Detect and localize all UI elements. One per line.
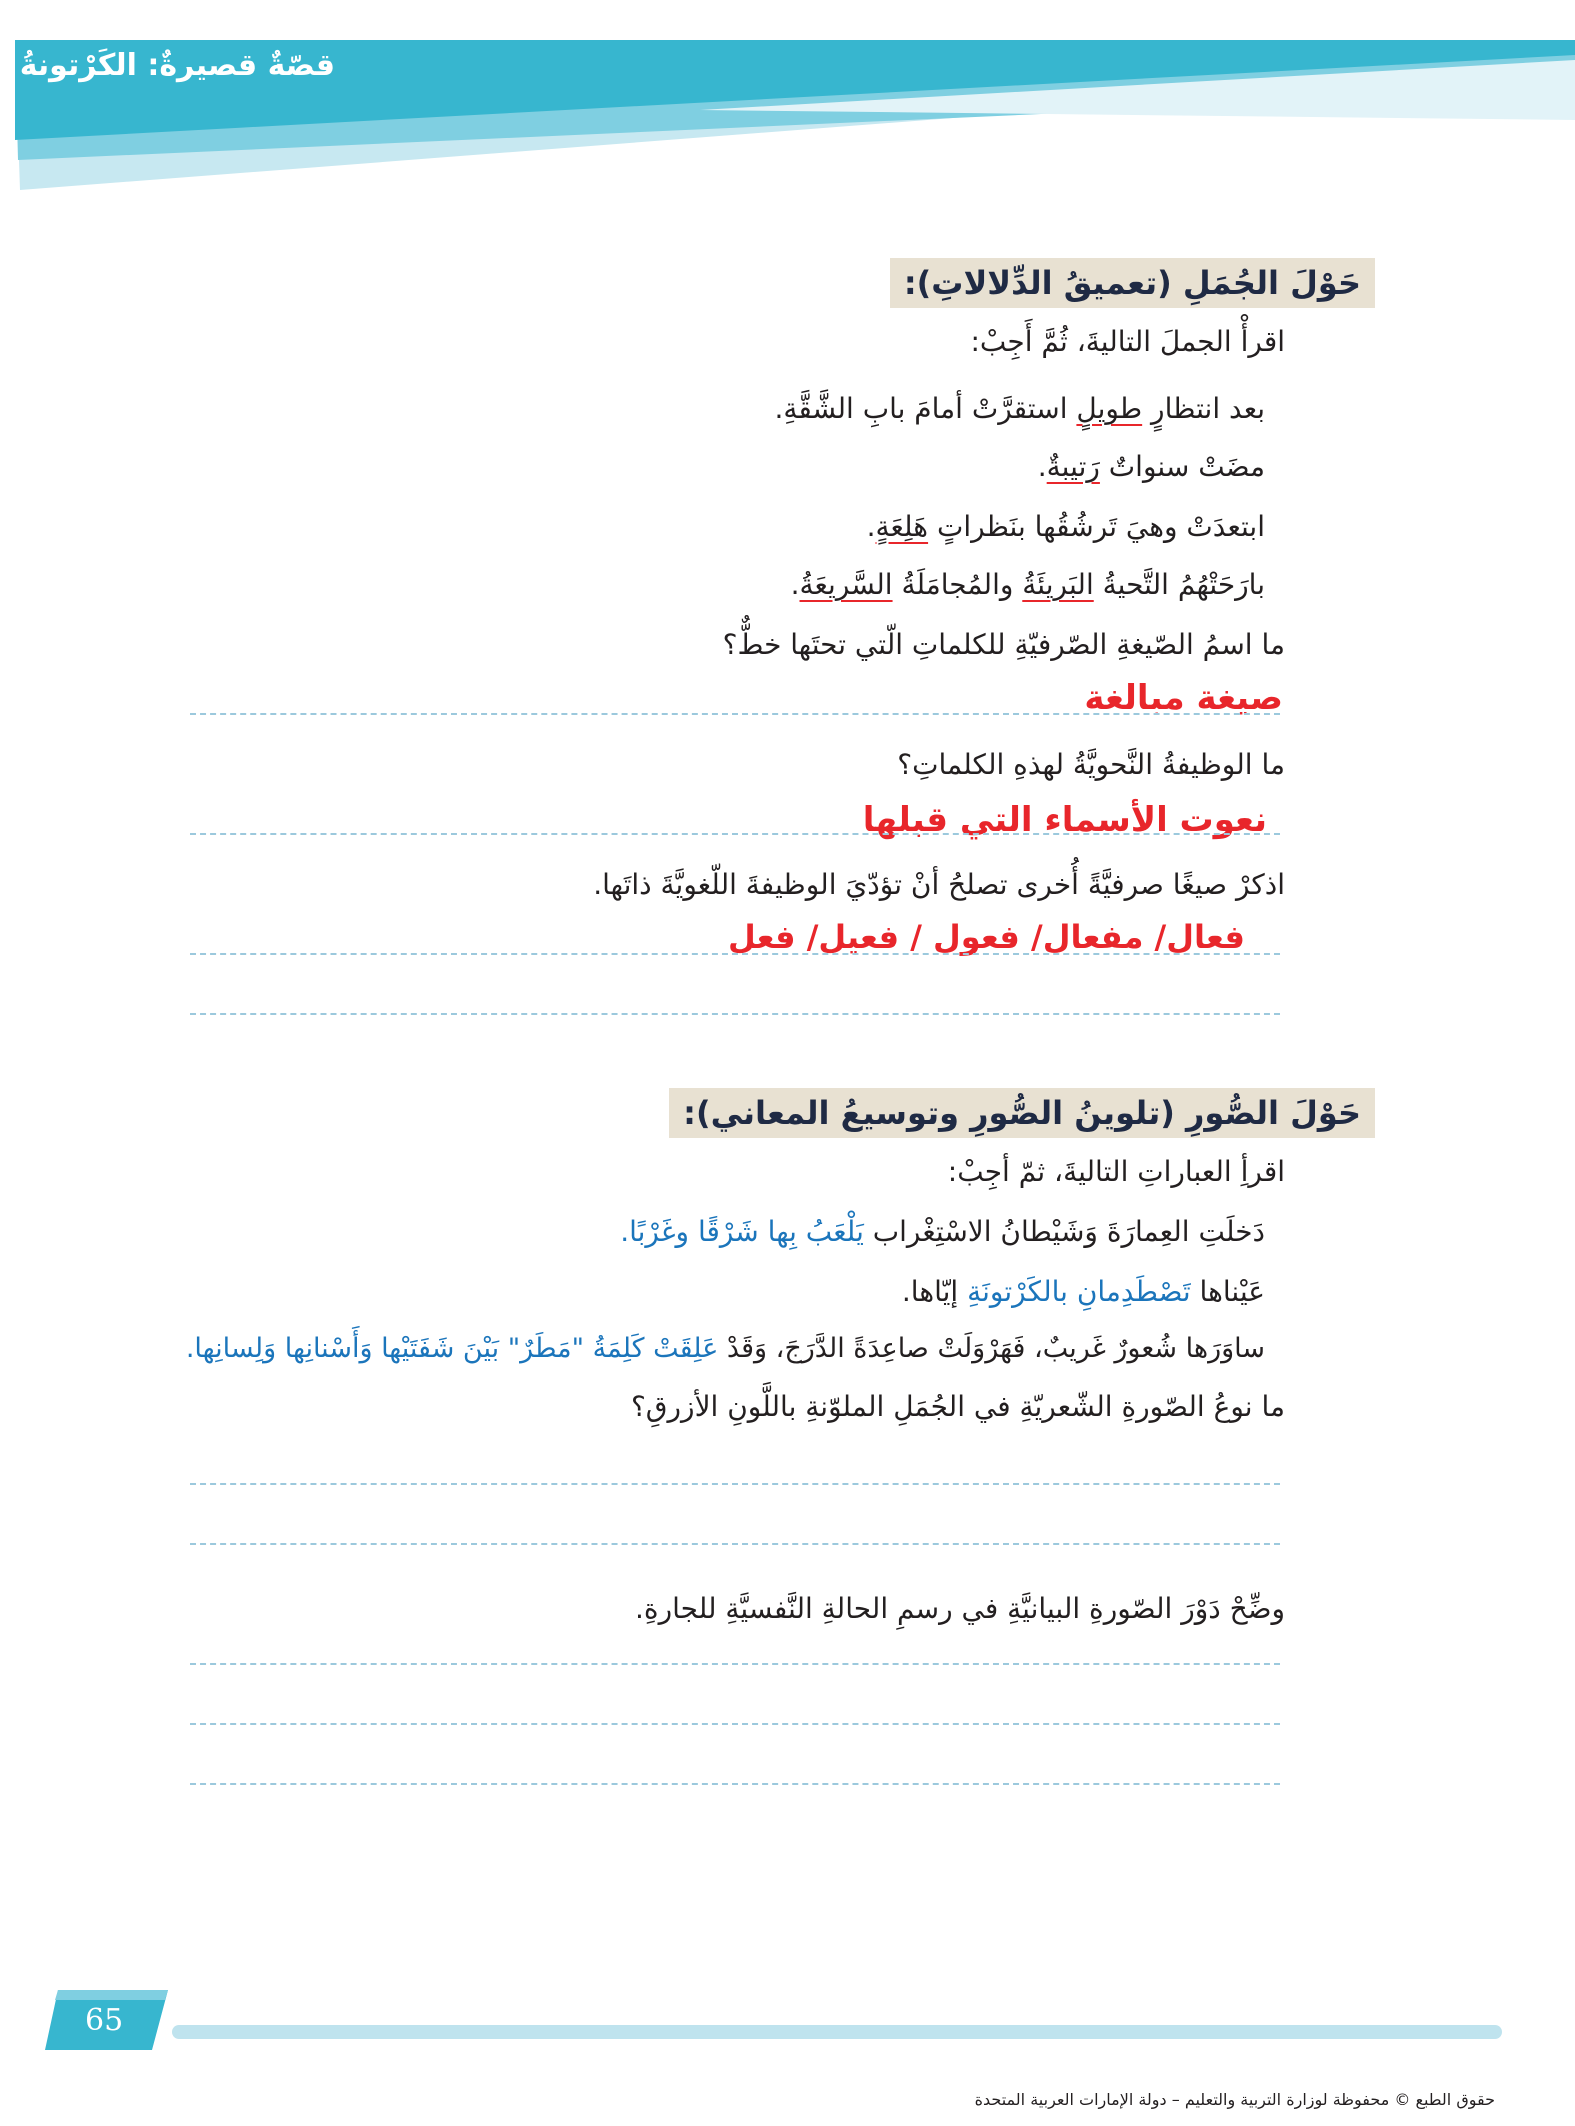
underlined-word: البَريئَةُ [1022,568,1094,601]
sentence-3: ابتعدَتْ وهيَ تَرشُقُها بنَظراتٍ هَلِعَةٍ. [866,510,1265,543]
blue-phrase: عَلِقَتْ كَلِمَةُ "مَطَرٌ" بَيْنَ شَفَتَيْها وَأَسْنانِها وَلِسانِها. [185,1333,719,1364]
answer-line [190,1723,1280,1725]
section2-title: حَوْلَ الصُّورِ (تلوينُ الصُّورِ وتوسيعُ المعاني): [669,1088,1375,1138]
bottom-bar [172,2025,1502,2039]
blue-phrase: تَصْطَدِمانِ بالكَرْتونَةِ [967,1275,1191,1308]
answer-line [190,1783,1280,1785]
answer-line [190,1663,1280,1665]
answer-line [190,1543,1280,1545]
sentence-1: بعد انتظارٍ طويلٍ استقرَّتْ أمامَ بابِ الشَّقَّةِ. [774,392,1265,425]
sentence-4: بارَحَتْهُمُ التَّحيةُ البَريئَةُ والمُجامَلَةُ السَّريعَةُ. [790,568,1265,601]
passage-line-3: ساوَرَها شُعورٌ غَريبٌ، فَهَرْوَلَتْ صاعِدَةً الدَّرَجَ، وَقَدْ عَلِقَتْ كَلِمَةُ "مَطَرٌ" بَيْنَ شَفَتَيْها وَأَسْنانِها وَلِسانِها. [185,1333,1265,1364]
answer-2: نعوت الأسماء التي قبلها [862,800,1267,840]
chapter-title: قصّةٌ قصيرةٌ: الكَرْتونةُ [19,48,335,83]
underlined-word: هَلِعَةٍ [875,510,929,543]
section1-instruction: اقرأْ الجملَ التاليةَ، ثُمَّ أَجِبْ: [970,325,1285,358]
passage-line-2: عَيْناها تَصْطَدِمانِ بالكَرْتونَةِ إيّاها. [901,1275,1265,1308]
question-5: وضِّحْ دَوْرَ الصّورةِ البيانيَّةِ في رسمِ الحالةِ النَّفسيَّةِ للجارةِ. [635,1592,1285,1625]
answer-line [190,713,1280,715]
blue-phrase: يَلْعَبُ بِها شَرْقًا وغَرْبًا. [620,1215,864,1248]
answer-line [190,1483,1280,1485]
header-banner [0,0,1575,200]
section1-title: حَوْلَ الجُمَلِ (تعميقُ الدِّلالاتِ): [890,258,1375,308]
question-1: ما اسمُ الصّيغةِ الصّرفيّةِ للكلماتِ الّتي تحتَها خطٌّ؟ [722,628,1285,661]
underlined-word: السَّريعَةُ [799,568,893,601]
passage-line-1: دَخلَتِ العِمارَةَ وَشَيْطانُ الاسْتِغْراب يَلْعَبُ بِها شَرْقًا وغَرْبًا. [620,1215,1265,1248]
underlined-word: طويلٍ [1076,392,1143,425]
answer-line [190,953,1280,955]
answer-line [190,833,1280,835]
section2-instruction: اقرأِ العباراتِ التاليةَ، ثمّ أجِبْ: [947,1155,1285,1188]
answer-3: فعال/ مفعال/ فعول / فعيل/ فعل [728,918,1245,956]
answer-line [190,1013,1280,1015]
underlined-word: رَتيبةٌ [1046,450,1100,483]
question-4: ما نوعُ الصّورةِ الشّعريّةِ في الجُمَلِ الملوّنةِ باللَّونِ الأزرقِ؟ [630,1390,1285,1423]
page-number: 65 [85,2003,124,2038]
sentence-2: مضَتْ سنواتٌ رَتيبةٌ. [1037,450,1265,483]
question-2: ما الوظيفةُ النَّحويَّةُ لهذهِ الكلماتِ؟ [897,748,1285,781]
question-3: اذكرْ صيغًا صرفيَّةً أُخرى تصلحُ أنْ تؤدّيَ الوظيفةَ اللّغويَّةَ ذاتَها. [593,868,1285,901]
answer-1: صيغة مبالغة [1084,678,1283,718]
copyright-footer: حقوق الطبع © محفوظة لوزارة التربية والتعليم – دولة الإمارات العربية المتحدة [974,2090,1495,2109]
